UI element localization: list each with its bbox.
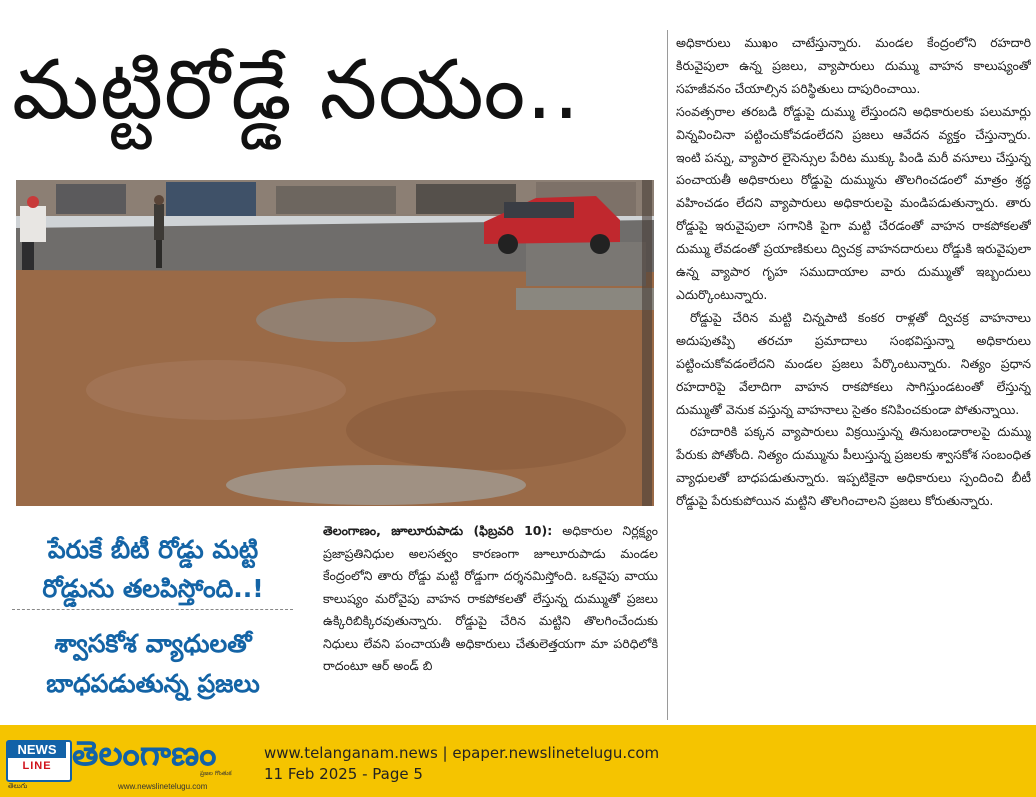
column-divider [667,30,668,720]
brand-url: www.newslinetelugu.com [118,782,208,791]
article-lead: అధికారుల నిర్లక్ష్యం ప్రజాప్రతినిధుల అలసత్వం కారణంగా జూలూరుపాడు మండల కేంద్రంలోని తారు రోడ్డు మట్టి రోడ్డుగా దర్శనమిస్తోంది. ఒకవైపు వాయు కాలుష్యం మరోవైపు వాహన రాకపోకలతో లేస్తున్న దుమ్ముతో ప్రజలు ఉక్కిరిబిక్కిరవుతున్నారు. రోడ్డుపై చేరిన మట్టిని తొలగించేందుకు నిధులు లేవని పంచాయతీ అధికారులు చేతులెత్తయగా మా పరిధిలోకి రాదంటూ ఆర్ అండ్ బి [323,523,658,673]
brand-tagline: ప్రజల గొంతుక [200,770,232,777]
brand-name: తెలంగాణం [72,734,217,774]
subheading-secondary: శ్వాసకోశ వ్యాధులతో బాధపడుతున్న ప్రజలు [46,629,260,698]
article-paragraph: రోడ్డుపై చేరిన మట్టి చిన్నపాటి కంకర రాళ్లతో ద్విచక్ర వాహనాలు అదుపుతప్పి తరచూ ప్రమాదాలు సంభవిస్తున్నా అధికారులు పట్టించుకోవడంలేదని మండల ప్రజలు పేర్కొంటున్నారు. నిత్యం ప్రధాన రహదారిపై వేలాదిగా వాహన రాకపోకలు సాగిస్తుండటంతో లేస్తున్న దుమ్ముతో వెనుక వస్తున్న వాహనాలు సైతం కనిపించకుండా పోతున్నాయి. [676,309,1031,417]
subheading-primary: పేరుకే బీటీ రోడ్డు మట్టి రోడ్డును తలపిస్తోంది..! [42,535,264,603]
article-paragraph: రహదారికి పక్కన వ్యాపారులు విక్రయిస్తున్న తినుబండారాలపై దుమ్ము పేరుకు పోతోంది. నిత్యం దుమ్మును పీలుస్తున్న ప్రజలకు శ్వాసకోశ సంబంధిత వ్యాధులతో బాధపడుతున్నారు. ఇప్పటికైనా అధికారులు స్పందించి బీటీ రోడ్డుపై పేరుకుపోయిన మట్టిని తొలగించాలని ప్రజలు కోరుతున్నారు. [676,424,1031,509]
logo-news-text: NEWS [8,742,66,758]
subheading-divider [12,609,293,610]
footer-links[interactable]: www.telanganam.news | epaper.newslinetelugu.com [264,744,660,762]
footer-date-page: 11 Feb 2025 - Page 5 [264,765,423,783]
article-middle-column [323,520,658,722]
article-right-column [676,32,1031,722]
article-paragraph: సంవత్సరాల తరబడి రోడ్డుపై దుమ్ము లేస్తుందని అధికారులకు పలుమార్లు విన్నవించినా పట్టించుకోవడంలేదని ప్రజలు ఆవేదన వ్యక్తం చేస్తున్నారు. ఇంటి పన్ను, వ్యాపార లైసెన్సుల పేరిట ముక్కు పిండి మరీ వసూలు చేస్తున్న పంచాయతీ అధికారులు రోడ్డుపై దుమ్మును తొలగించడంలో మాత్రం శ్రద్ధ వహించడం లేదని వ్యాపారులు అధికారులపై మండిపడుతున్నారు. తారు రోడ్డుపై ఇరువైపులా సగానికి పైగా మట్టి చేరడంతో వాహన రాకపోకలతో దుమ్ము లేవడంతో ప్రయాణికులు ద్విచక్ర వాహనదారులు రోడ్డుకి ఇరువైపులా ఉన్న వ్యాపార గృహ సముదాయాల వారు దుమ్ముతో ఇబ్బందులు ఎదుర్కొంటున్నారు. [676,103,1031,302]
footer-info [264,743,659,785]
logo-line-text: LINE [22,760,52,772]
logo-subtext: తెలుగు [8,782,28,790]
dateline: తెలంగాణం, జూలూరుపాడు (ఫిబ్రవరి 10): [323,523,553,538]
headline: మట్టిరోడ్డే నయం.. [12,43,581,138]
article-paragraph: అధికారులు ముఖం చాటేస్తున్నారు. మండల కేంద్రంలోని రహదారి కిరువైపులా ఉన్న ప్రజలు, వ్యాపారులు దుమ్ము వాహన కాలుష్యంతో సహజీవనం చేయాల్సిన పరిస్థితులు దాపురించాయి. [676,35,1031,96]
road-photo [16,180,654,506]
